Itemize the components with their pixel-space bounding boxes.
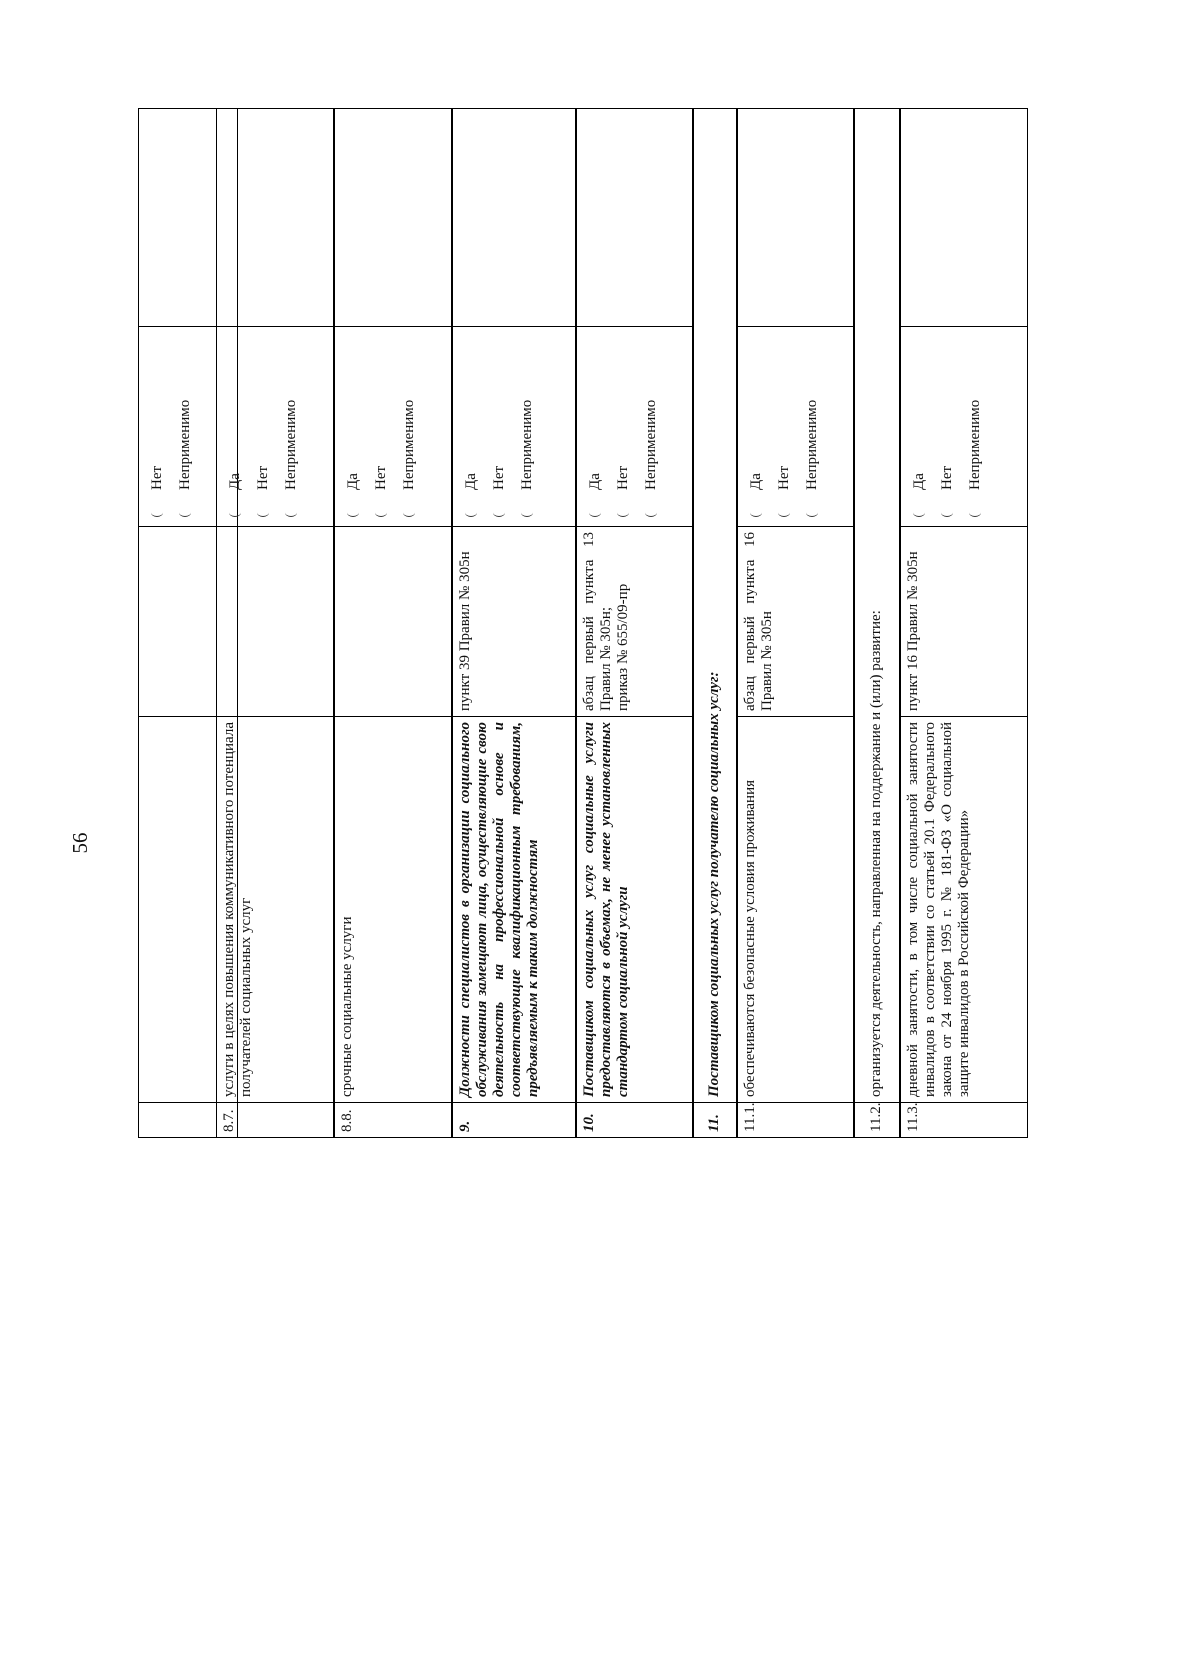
table-row-8-7 [216,108,334,1138]
option-no[interactable]: Нет [143,332,171,521]
radio-icon[interactable] [347,508,359,517]
note-cell [217,108,333,327]
checklist-table [138,108,1058,1138]
radio-icon[interactable] [493,508,505,517]
radio-icon[interactable] [645,508,657,517]
reference-line-1: абзац первый пункта 16 [742,532,758,711]
requirement-text: срочные социальные услуги [335,717,451,1103]
radio-icon[interactable] [403,508,415,517]
radio-icon[interactable] [229,508,241,517]
requirement-text: дневной занятости, в том числе социальной занятости инвалидов в соответствии со статьей 20.1 Федерального закона от 24 ноября 1995 г. № 181-ФЗ «О социальной защите инвалидов в Российской Федерации» [901,717,1027,1103]
section-text: организуется деятельность, направленная на поддержание и (или) развитие: [855,108,899,1103]
radio-icon[interactable] [179,508,191,517]
option-no[interactable]: Нет [367,332,395,521]
radio-icon[interactable] [465,508,477,517]
answer-options [335,327,451,527]
requirement-text: Должности специалистов в организации социального обслуживания замещают лица, осуществляющие свою деятельность на профессиональной основе и соответствующие квалификационным требованиям, предъявляемым к таким должностям [453,717,575,1103]
option-no[interactable]: Нет [249,332,277,521]
answer-options [901,327,1027,527]
note-cell [335,108,451,327]
option-no[interactable]: Нет [770,332,798,521]
option-na[interactable]: Неприменимо [513,332,541,521]
option-yes[interactable]: Да [339,332,367,521]
radio-icon[interactable] [285,508,297,517]
note-cell [453,108,575,327]
row-number: 11.3. [901,1103,1027,1138]
table-row-11-2 [854,108,900,1138]
table-row-11-3 [900,108,1028,1138]
table-row-9 [452,108,576,1138]
row-number: 11. [694,1103,736,1138]
option-yes[interactable]: Да [221,332,249,521]
answer-options [577,327,692,527]
radio-icon[interactable] [521,508,533,517]
reference-cell [577,527,692,717]
radio-icon[interactable] [257,508,269,517]
option-na[interactable]: Неприменимо [171,332,199,521]
table-row-10 [576,108,693,1138]
radio-icon[interactable] [750,508,762,517]
reference-text: пункт 16 Правил № 305н [901,527,1027,717]
reference-line-2: Правил № 305н; [598,606,614,711]
option-yes[interactable]: Да [742,332,770,521]
row-number: 11.2. [855,1103,899,1138]
radio-icon[interactable] [806,508,818,517]
reference-line-3: приказ № 655/09-пр [615,583,631,711]
radio-icon[interactable] [778,508,790,517]
row-number: 9. [453,1103,575,1138]
radio-icon[interactable] [151,508,163,517]
requirement-text: услуги в целях повышения коммуникативного потенциала получателей социальных услуг [217,717,333,1103]
option-no[interactable]: Нет [933,332,961,521]
radio-icon[interactable] [913,508,925,517]
table-row-11 [693,108,737,1138]
option-na[interactable]: Неприменимо [798,332,826,521]
row-number: 10. [577,1103,692,1138]
table-row-11-1 [737,108,854,1138]
reference-text: пункт 39 Правил № 305н [453,527,575,717]
option-no[interactable]: Нет [609,332,637,521]
option-yes[interactable]: Да [457,332,485,521]
radio-icon[interactable] [589,508,601,517]
option-na[interactable]: Неприменимо [961,332,989,521]
note-cell [577,108,692,327]
note-cell [738,108,853,327]
reference-line-2: Правил № 305н [759,611,775,711]
reference-line-1: абзац первый пункта 13 [581,532,597,711]
row-number: 8.7. [217,1103,333,1138]
answer-options [738,327,853,527]
radio-icon[interactable] [969,508,981,517]
section-heading: Поставщиком социальных услуг получателю социальных услуг: [694,108,736,1103]
reference-cell [217,527,333,717]
reference-cell [335,527,451,717]
option-yes[interactable]: Да [581,332,609,521]
requirement-text: Поставщиком социальных услуг социальные услуги предоставляются в объемах, не менее установленных стандартом социальной услуги [577,717,692,1103]
answer-options [217,327,333,527]
row-number: 11.1. [738,1103,853,1138]
reference-cell [738,527,853,717]
radio-icon[interactable] [617,508,629,517]
table-row-8-8 [334,108,452,1138]
radio-icon[interactable] [375,508,387,517]
page-number: 56 [68,832,92,854]
option-na[interactable]: Неприменимо [395,332,423,521]
option-yes[interactable]: Да [905,332,933,521]
radio-icon[interactable] [941,508,953,517]
option-na[interactable]: Неприменимо [277,332,305,521]
option-na[interactable]: Неприменимо [637,332,665,521]
requirement-text: обеспечиваются безопасные условия проживания [738,717,853,1103]
answer-options [453,327,575,527]
note-cell [901,108,1027,327]
option-no[interactable]: Нет [485,332,513,521]
row-number: 8.8. [335,1103,451,1138]
